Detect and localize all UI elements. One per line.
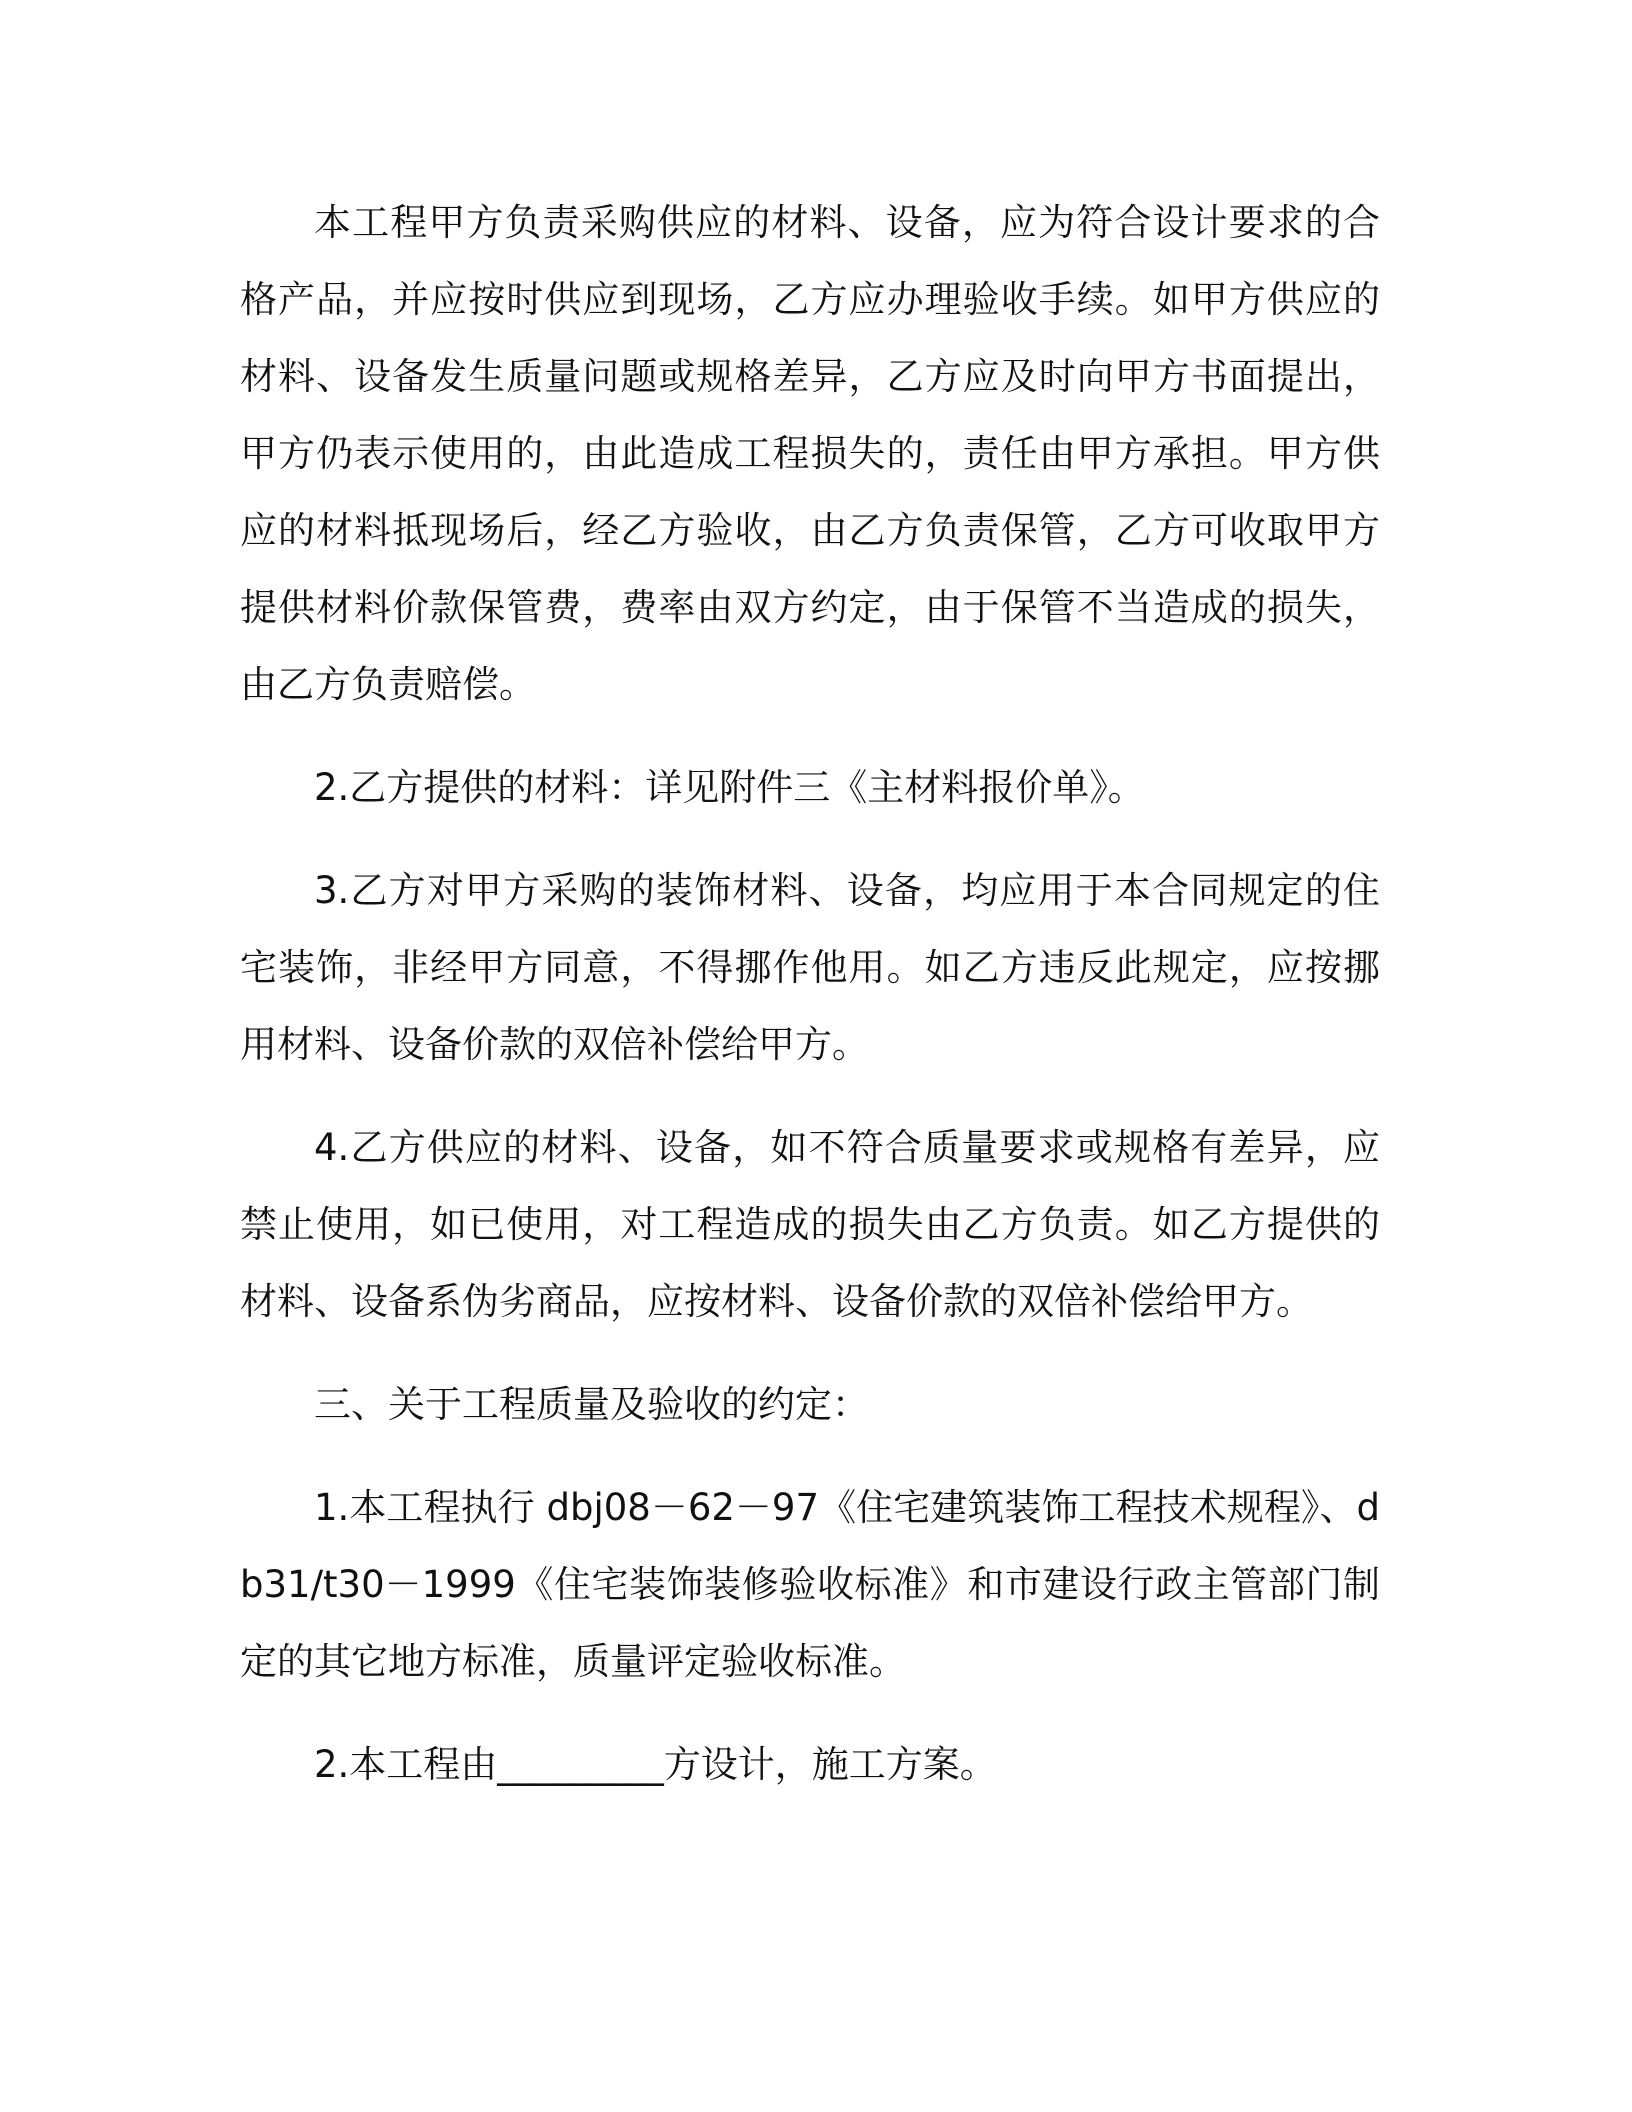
paragraph-design-party: 2.本工程由_________方设计，施工方案。	[314, 1743, 997, 1786]
paragraph-material-supply: 本工程甲方负责采购供应的材料、设备，应为符合设计要求的合格产品，并应按时供应到现场，乙方应办理验收手续。如甲方供应的材料、设备发生质量问题或规格差异，乙方应及时向甲方书面提出，甲方仍表示使用的，由此造成工程损失的，责任由甲方承担。甲方供应的材料抵现场后，经乙方验收，由乙方负责保管，乙方可收取甲方提供材料价款保管费，费率由双方约定，由于保管不当造成的损失，由乙方负责赔偿。	[240, 201, 1380, 706]
paragraph-material-use: 3.乙方对甲方采购的装饰材料、设备，均应用于本合同规定的住宅装饰，非经甲方同意，不得挪作他用。如乙方违反此规定，应按挪用材料、设备价款的双倍补偿给甲方。	[240, 869, 1380, 1066]
paragraph-yi-materials: 2.乙方提供的材料：详见附件三《主材料报价单》。	[314, 766, 1145, 809]
paragraph-standards: 1.本工程执行 dbj08－62－97《住宅建筑装饰工程技术规程》、db31/t30－1999《住宅装饰装修验收标准》和市建设行政主管部门制定的其它地方标准，质量评定验收标准。	[240, 1486, 1380, 1683]
document-body	[240, 184, 1380, 1829]
section-heading-quality-acceptance: 三、关于工程质量及验收的约定：	[314, 1383, 869, 1426]
paragraph-material-quality: 4.乙方供应的材料、设备，如不符合质量要求或规格有差异，应禁止使用，如已使用，对工程造成的损失由乙方负责。如乙方提供的材料、设备系伪劣商品，应按材料、设备价款的双倍补偿给甲方。	[240, 1126, 1380, 1323]
